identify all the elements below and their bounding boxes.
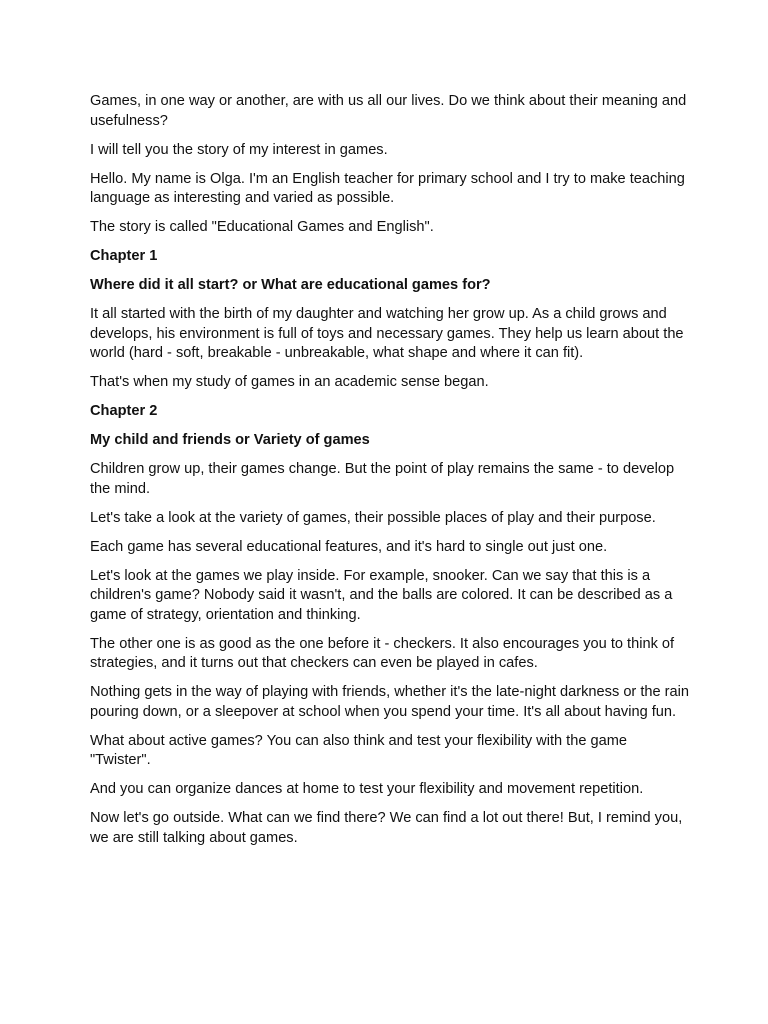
story-intro-paragraph: I will tell you the story of my interest in games. bbox=[90, 141, 388, 158]
chapter-2-paragraph: Children grow up, their games change. But the point of play remains the same - to develop the mind. bbox=[90, 461, 675, 497]
chapter-2-paragraph: And you can organize dances at home to test your flexibility and movement repetition. bbox=[90, 781, 644, 797]
chapter-2-paragraph: What about active games? You can also think and test your flexibility with the game "Twister". bbox=[90, 732, 628, 768]
chapter-1-paragraph: It all started with the birth of my daughter and watching her grow up. As a child grows and develops, his environment is full of toys and necessary games. They help us learn about the world (hard - soft, breakable - unbreakable, what shape and where it can fit). bbox=[90, 306, 684, 361]
chapter-1-heading: Chapter 1 bbox=[90, 248, 158, 264]
chapter-2-paragraph: Let's take a look at the variety of games, their possible places of play and their purpose. bbox=[90, 509, 656, 526]
chapter-2-paragraph: Now let's go outside. What can we find there? We can find a lot out there! But, I remind you, we are still talking about games. bbox=[90, 810, 683, 846]
chapter-2-heading: Chapter 2 bbox=[90, 403, 158, 419]
chapter-2-paragraph: Nothing gets in the way of playing with friends, whether it's the late-night darkness or the rain pouring down, or a sleepover at school when you spend your time. It's all about having fun. bbox=[90, 684, 690, 720]
chapter-2-subtitle: My child and friends or Variety of games bbox=[90, 432, 370, 448]
chapter-2-paragraph: Let's look at the games we play inside. For example, snooker. Can we say that this is a children's game? Nobody said it wasn't, and the balls are colored. It can be described as a game of strategy, orientation and thinking. bbox=[90, 567, 673, 623]
story-title-paragraph: The story is called "Educational Games and English". bbox=[90, 219, 434, 235]
chapter-2-paragraph: Each game has several educational features, and it's hard to single out just one. bbox=[90, 538, 608, 555]
chapter-2-paragraph: The other one is as good as the one before it - checkers. It also encourages you to think of strategies, and it turns out that checkers can even be played in cafes. bbox=[90, 635, 675, 671]
document-page bbox=[90, 92, 690, 858]
chapter-1-subtitle: Where did it all start? or What are educational games for? bbox=[90, 277, 491, 293]
intro-paragraph: Games, in one way or another, are with us all our lives. Do we think about their meaning and usefulness? bbox=[90, 93, 687, 129]
author-intro-paragraph: Hello. My name is Olga. I'm an English teacher for primary school and I try to make teaching language as interesting and varied as possible. bbox=[90, 170, 685, 206]
chapter-1-paragraph: That's when my study of games in an academic sense began. bbox=[90, 374, 489, 390]
